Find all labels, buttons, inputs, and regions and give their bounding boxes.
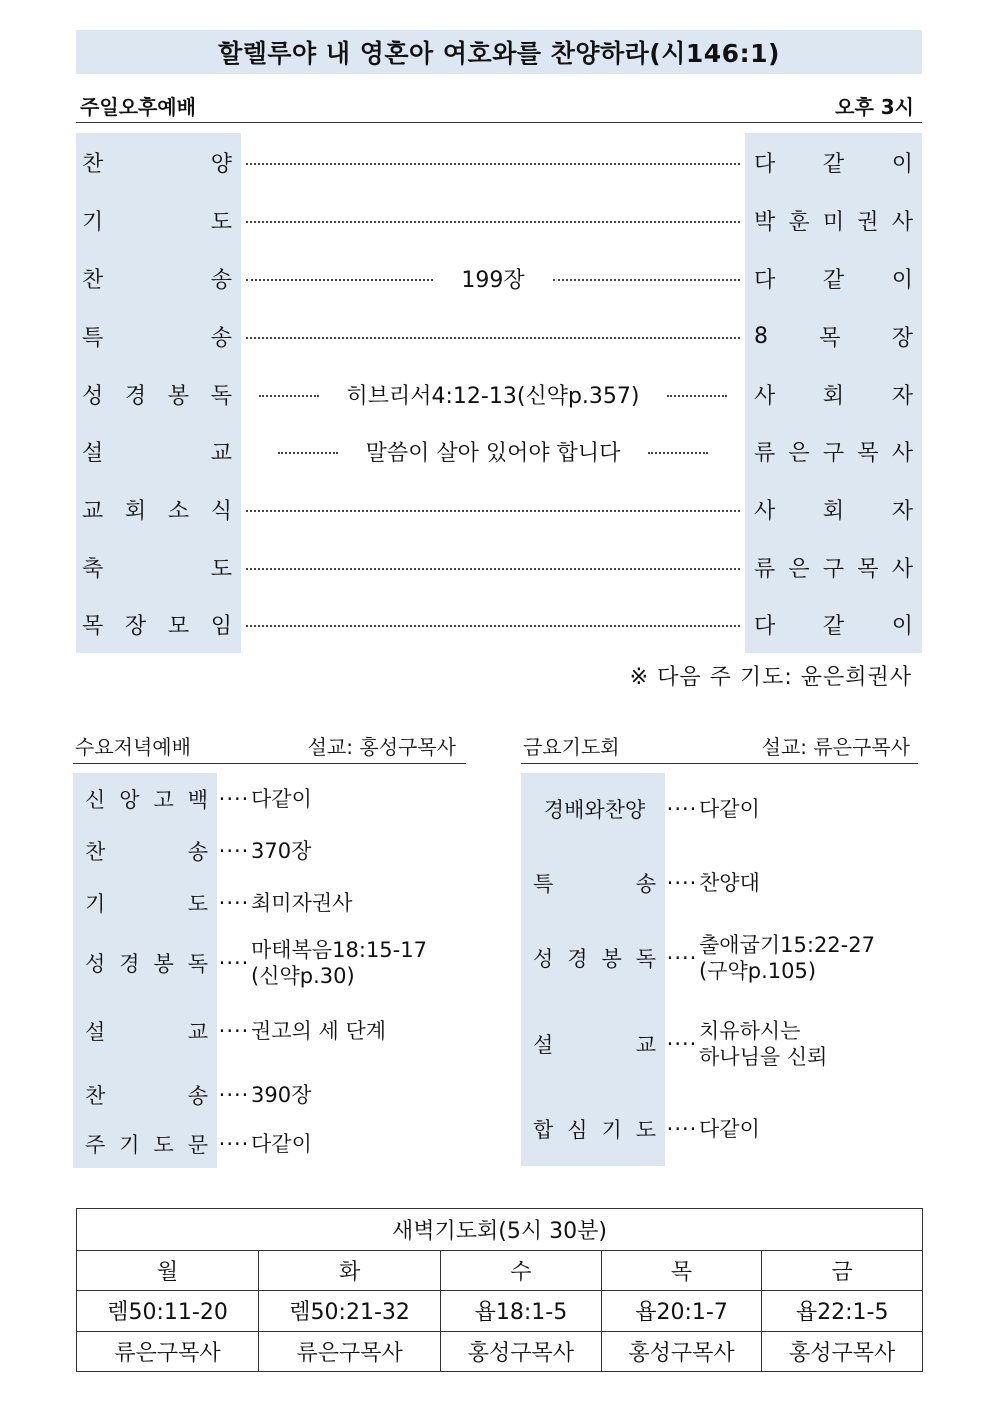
wednesday-order-row xyxy=(73,882,461,924)
wednesday-item-value xyxy=(251,937,461,990)
dawn-passages-row xyxy=(77,1291,923,1331)
friday-item-value-line: 다같이 xyxy=(699,796,760,821)
label-char: 소 xyxy=(167,498,190,524)
wednesday-item-value-line: 다같이 xyxy=(251,786,312,811)
leader-char: 장 xyxy=(891,325,913,351)
sunday-order-row xyxy=(76,480,922,538)
leader-dots xyxy=(246,365,740,423)
friday-item-value xyxy=(699,932,909,985)
wednesday-order-row xyxy=(73,778,461,820)
leader-char: 권 xyxy=(857,209,879,235)
label-char: 경 xyxy=(124,383,147,409)
wednesday-item-value-line: 370장 xyxy=(251,838,312,863)
leader-dots xyxy=(246,595,740,653)
friday-item-value xyxy=(699,1116,909,1142)
sunday-item-leader xyxy=(745,538,922,596)
friday-item-label xyxy=(521,943,665,973)
sunday-item-label xyxy=(76,595,241,653)
leader-char: 구 xyxy=(822,440,845,466)
label-char: 문 xyxy=(187,1133,208,1157)
label-char: 송 xyxy=(210,267,232,293)
sunday-item-leader xyxy=(745,249,922,307)
label-char: 교 xyxy=(187,1020,208,1044)
wednesday-item-label xyxy=(73,1016,217,1046)
friday-item-value-line: 하나님을 신뢰 xyxy=(699,1045,828,1069)
dawn-prayer-title: 새벽기도회(5시 30분) xyxy=(77,1209,923,1251)
leader-dots: ···· xyxy=(218,787,250,811)
leader-char: 다 xyxy=(754,151,776,177)
sunday-item-detail: 말씀이 살아 있어야 합니다 xyxy=(365,440,621,466)
dawn-leader: 홍성구목사 xyxy=(762,1331,923,1371)
label-char: 기 xyxy=(119,1133,140,1157)
label-char: 찬 xyxy=(85,840,106,864)
leader-char: 다 xyxy=(754,267,776,293)
label-char: 설 xyxy=(85,1020,106,1044)
page-banner-verse: 할렐루야 내 영혼아 여호와를 찬양하라(시146:1) xyxy=(76,30,922,74)
dawn-passage: 욥22:1-5 xyxy=(762,1291,923,1331)
leader-char: 은 xyxy=(788,556,810,582)
label-char: 송 xyxy=(635,872,656,896)
wednesday-item-label xyxy=(73,1080,217,1110)
wednesday-order-row xyxy=(73,1008,461,1054)
leader-char: 목 xyxy=(857,556,879,582)
wednesday-item-label xyxy=(73,784,217,814)
wednesday-order-row xyxy=(73,1072,461,1118)
dot-line xyxy=(246,337,740,339)
sunday-order-row xyxy=(76,365,922,423)
friday-order-row xyxy=(521,860,909,906)
sunday-item-label xyxy=(76,133,241,191)
leader-dots xyxy=(246,133,740,191)
sunday-item-label xyxy=(76,422,241,480)
label-char: 봉 xyxy=(153,952,174,976)
wednesday-item-value xyxy=(251,786,461,812)
label-char: 성 xyxy=(82,383,104,409)
leader-char: 미 xyxy=(822,209,845,235)
sunday-order-row xyxy=(76,307,922,365)
label-char: 앙 xyxy=(119,788,140,812)
label-char: 성 xyxy=(533,947,554,971)
dawn-day: 월 xyxy=(77,1251,259,1291)
leader-dots: ···· xyxy=(666,871,698,895)
label-char: 교 xyxy=(210,440,232,466)
dawn-day: 수 xyxy=(441,1251,602,1291)
leader-char: 사 xyxy=(891,556,913,582)
label-char: 신 xyxy=(85,788,106,812)
label-char: 특 xyxy=(82,325,104,351)
label-char: 기 xyxy=(601,1118,622,1142)
friday-service-title: 금요기도회 xyxy=(523,735,620,759)
dawn-passage: 렘50:21-32 xyxy=(259,1291,441,1331)
dot-line xyxy=(667,395,727,397)
friday-item-value xyxy=(699,870,909,896)
friday-order-row xyxy=(521,924,909,992)
label-char: 회 xyxy=(124,498,147,524)
dawn-days-row xyxy=(77,1251,923,1291)
leader-dots xyxy=(246,191,740,249)
leader-dots: ···· xyxy=(218,1019,250,1043)
sunday-item-label xyxy=(76,249,241,307)
leader-char: 박 xyxy=(754,209,776,235)
dot-line xyxy=(246,221,740,223)
label-char: 독 xyxy=(187,952,208,976)
leader-char: 사 xyxy=(754,498,776,524)
wednesday-item-value-line: 최미자권사 xyxy=(251,890,353,915)
label-char: 도 xyxy=(187,892,208,916)
leader-char: 은 xyxy=(788,440,810,466)
wednesday-item-value-line: 다같이 xyxy=(251,1131,312,1156)
leader-dots xyxy=(246,249,740,307)
sunday-order-row xyxy=(76,595,922,653)
friday-preacher: 설교: 류은구목사 xyxy=(761,735,910,759)
leader-char: 다 xyxy=(754,613,776,639)
wednesday-item-label xyxy=(73,836,217,866)
friday-item-value xyxy=(699,796,909,822)
sunday-item-leader xyxy=(745,133,922,191)
leader-dots: ···· xyxy=(218,891,250,915)
label-char: 도 xyxy=(210,209,232,235)
leader-char: 사 xyxy=(891,209,913,235)
friday-item-label xyxy=(521,1029,665,1059)
dawn-day: 금 xyxy=(762,1251,923,1291)
leader-char: 이 xyxy=(891,267,913,293)
dot-line xyxy=(246,568,740,570)
leader-dots xyxy=(246,480,740,538)
wednesday-item-value xyxy=(251,1082,461,1108)
label-char: 송 xyxy=(210,325,232,351)
label-char: 도 xyxy=(210,556,232,582)
leader-char: 훈 xyxy=(788,209,810,235)
dot-line xyxy=(246,279,433,281)
dawn-prayer-table xyxy=(76,1208,923,1372)
wednesday-preacher: 설교: 홍성구목사 xyxy=(307,735,456,759)
sunday-item-label xyxy=(76,307,241,365)
wednesday-order-row xyxy=(73,932,461,994)
leader-char: 이 xyxy=(891,613,913,639)
label-char: 모 xyxy=(167,613,190,639)
friday-item-label xyxy=(521,868,665,898)
wednesday-service-header xyxy=(73,730,466,764)
leader-char: 사 xyxy=(754,383,776,409)
wednesday-item-value xyxy=(251,838,461,864)
sunday-order-row xyxy=(76,133,922,191)
dawn-leader: 류은구목사 xyxy=(77,1331,259,1371)
label-char: 봉 xyxy=(167,383,190,409)
label-char: 축 xyxy=(82,556,104,582)
sunday-item-leader xyxy=(745,365,922,423)
sunday-order-row xyxy=(76,538,922,596)
wednesday-item-label xyxy=(73,1129,217,1159)
wednesday-item-value xyxy=(251,1018,461,1044)
leader-dots: ···· xyxy=(666,797,698,821)
label-char: 양 xyxy=(210,151,232,177)
sunday-order-row xyxy=(76,191,922,249)
label-char: 교 xyxy=(82,498,104,524)
leader-char: 목 xyxy=(819,325,841,351)
leader-dots: ···· xyxy=(666,1032,698,1056)
leader-char: 자 xyxy=(891,498,913,524)
sunday-service-title: 주일오후예배 xyxy=(80,94,196,119)
label-char: 송 xyxy=(187,1084,208,1108)
sunday-item-label xyxy=(76,480,241,538)
sunday-order-row xyxy=(76,422,922,480)
wednesday-order-row xyxy=(73,1122,461,1166)
wednesday-item-value xyxy=(251,1131,461,1157)
label-char: 장 xyxy=(124,613,147,639)
leader-dots: ···· xyxy=(666,946,698,970)
dot-line xyxy=(259,395,319,397)
label-char: 경 xyxy=(119,952,140,976)
friday-service-header xyxy=(521,730,918,764)
friday-item-value-line: 치유하시는 xyxy=(699,1018,801,1043)
leader-dots: ···· xyxy=(218,1083,250,1107)
label-char: 찬 xyxy=(82,267,104,293)
label-char: 설 xyxy=(82,440,104,466)
sunday-item-label xyxy=(76,538,241,596)
leader-char: 같 xyxy=(822,267,845,293)
leader-char: 회 xyxy=(822,498,845,524)
label-char: 독 xyxy=(635,947,656,971)
label-char: 찬 xyxy=(85,1084,106,1108)
dawn-leaders-row xyxy=(77,1331,923,1371)
leader-dots: ···· xyxy=(218,951,250,975)
wednesday-item-value xyxy=(251,890,461,916)
dawn-leader: 류은구목사 xyxy=(259,1331,441,1371)
label-char: 도 xyxy=(635,1118,656,1142)
sunday-order-row xyxy=(76,249,922,307)
leader-char: 구 xyxy=(822,556,845,582)
friday-order-row xyxy=(521,786,909,832)
leader-dots xyxy=(246,422,740,480)
label-char: 도 xyxy=(153,1133,174,1157)
label-char: 기 xyxy=(85,892,106,916)
leader-char: 회 xyxy=(822,383,845,409)
label-char: 경 xyxy=(567,947,588,971)
dot-line xyxy=(553,279,740,281)
label-char: 설 xyxy=(533,1033,554,1057)
dawn-leader: 홍성구목사 xyxy=(441,1331,602,1371)
label-char: 특 xyxy=(533,872,554,896)
sunday-item-detail: 히브리서4:12-13(신약p.357) xyxy=(346,383,640,409)
sunday-item-leader xyxy=(745,595,922,653)
label-char: 교 xyxy=(635,1033,656,1057)
dawn-day: 목 xyxy=(601,1251,762,1291)
next-week-prayer-note: ※ 다음 주 기도: 윤은희권사 xyxy=(629,665,912,690)
leader-char: 같 xyxy=(822,613,845,639)
wednesday-item-label xyxy=(73,888,217,918)
sunday-item-label xyxy=(76,191,241,249)
dot-line xyxy=(246,625,740,627)
label-char: 백 xyxy=(187,788,208,812)
leader-char: 자 xyxy=(891,383,913,409)
leader-dots: ···· xyxy=(218,839,250,863)
friday-order-row xyxy=(521,1012,909,1076)
sunday-item-leader xyxy=(745,307,922,365)
label-char: 주 xyxy=(85,1133,106,1157)
sunday-item-detail: 199장 xyxy=(461,267,525,293)
leader-char: 8 xyxy=(754,323,768,349)
leader-char: 류 xyxy=(754,556,776,582)
label-char: 찬 xyxy=(82,151,104,177)
wednesday-service-title: 수요저녁예배 xyxy=(75,735,191,759)
sunday-item-leader xyxy=(745,480,922,538)
leader-char: 사 xyxy=(891,440,913,466)
sunday-item-leader xyxy=(745,191,922,249)
label-char: 고 xyxy=(153,788,174,812)
label-char: 심 xyxy=(567,1118,588,1142)
wednesday-item-value-line: 권고의 세 단계 xyxy=(251,1018,387,1043)
leader-char: 이 xyxy=(891,151,913,177)
label-char: 기 xyxy=(82,209,104,235)
dawn-leader: 홍성구목사 xyxy=(601,1331,762,1371)
label-char: 봉 xyxy=(601,947,622,971)
friday-item-value-line: 다같이 xyxy=(699,1116,760,1141)
dot-line xyxy=(278,452,338,454)
wednesday-item-value-line: (신약p.30) xyxy=(251,964,355,988)
dot-line xyxy=(246,163,740,165)
wednesday-order-row xyxy=(73,830,461,872)
dot-line xyxy=(246,510,740,512)
friday-item-value-line: 출애굽기15:22-27 xyxy=(699,932,875,957)
friday-item-value xyxy=(699,1018,909,1071)
wednesday-item-value-line: 마태복음18:15-17 xyxy=(251,937,427,962)
dawn-day: 화 xyxy=(259,1251,441,1291)
sunday-service-header xyxy=(76,88,922,123)
leader-char: 류 xyxy=(754,440,776,466)
label-char: 임 xyxy=(210,613,232,639)
dot-line xyxy=(648,452,708,454)
sunday-item-label xyxy=(76,365,241,423)
friday-order-row xyxy=(521,1106,909,1152)
label-char: 성 xyxy=(85,952,106,976)
label-char: 목 xyxy=(82,613,104,639)
leader-dots: ···· xyxy=(666,1117,698,1141)
label-char: 송 xyxy=(187,840,208,864)
label-char: 독 xyxy=(210,383,232,409)
sunday-service-time: 오후 3시 xyxy=(835,94,914,119)
wednesday-item-label xyxy=(73,948,217,978)
dawn-passage: 렘50:11-20 xyxy=(77,1291,259,1331)
wednesday-item-value-line: 390장 xyxy=(251,1082,312,1107)
leader-dots: ···· xyxy=(218,1132,250,1156)
leader-char: 같 xyxy=(822,151,845,177)
dawn-passage: 욥20:1-7 xyxy=(601,1291,762,1331)
leader-dots xyxy=(246,538,740,596)
label-char: 경배와찬양 xyxy=(543,798,646,822)
leader-dots xyxy=(246,307,740,365)
friday-item-label xyxy=(521,794,665,824)
leader-char: 목 xyxy=(857,440,879,466)
friday-item-value-line: (구약p.105) xyxy=(699,959,817,983)
label-char: 합 xyxy=(533,1118,554,1142)
friday-item-value-line: 찬양대 xyxy=(699,870,760,895)
dawn-passage: 욥18:1-5 xyxy=(441,1291,602,1331)
sunday-item-leader xyxy=(745,422,922,480)
label-char: 식 xyxy=(210,498,232,524)
friday-item-label xyxy=(521,1114,665,1144)
